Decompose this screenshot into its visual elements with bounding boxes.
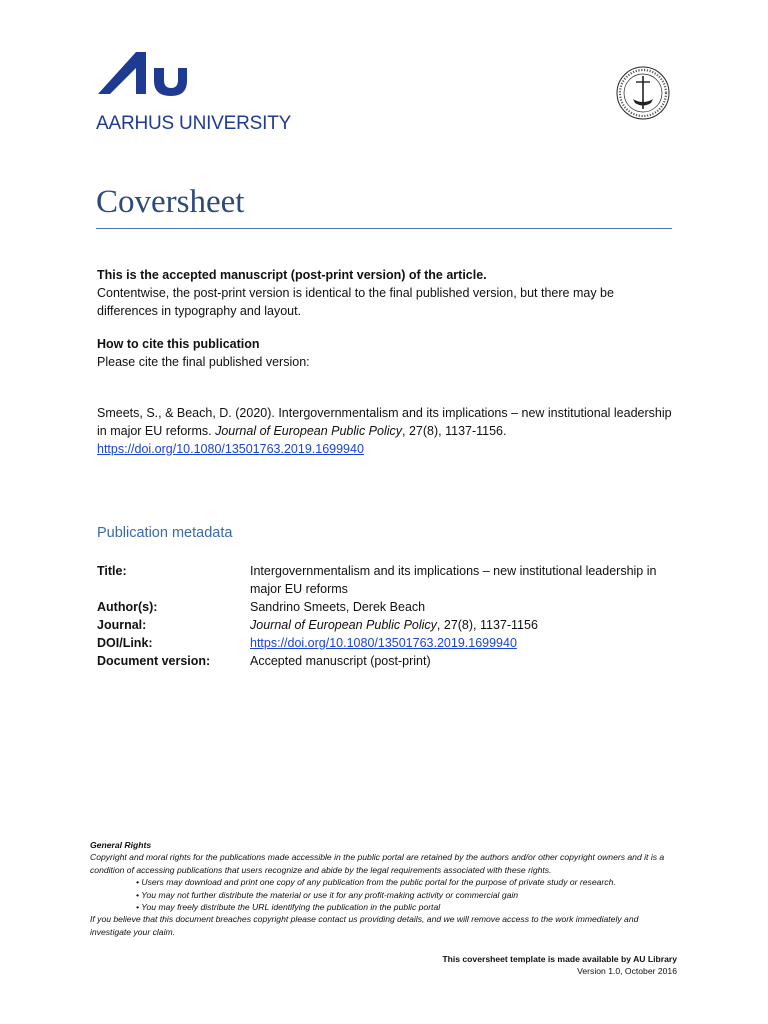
- metadata-row-journal: [97, 616, 677, 634]
- citation-doi-link[interactable]: https://doi.org/10.1080/13501763.2019.1699940: [97, 442, 364, 456]
- page-title: Coversheet: [96, 184, 245, 220]
- metadata-row-title: [97, 562, 677, 598]
- intro-heading: This is the accepted manuscript (post-print version) of the article.: [97, 268, 487, 282]
- intro-text: Contentwise, the post-print version is identical to the final published version, but there may be differences in typography and layout.: [97, 286, 614, 318]
- general-rights: [90, 839, 680, 938]
- metadata-label: Document version:: [97, 654, 211, 668]
- footer: [442, 953, 677, 978]
- metadata-value: Journal of European Public Policy, 27(8), 1137-1156: [250, 618, 538, 632]
- rights-bullet: • You may not further distribute the material or use it for any profit-making activity or commercial gain: [136, 889, 519, 900]
- au-logo-icon: [96, 46, 188, 113]
- university-seal-icon: [615, 65, 671, 126]
- title-divider: [96, 228, 672, 229]
- metadata-label: Author(s):: [97, 600, 158, 614]
- metadata-row-version: [97, 652, 677, 670]
- metadata-doi-link[interactable]: https://doi.org/10.1080/13501763.2019.1699940: [250, 636, 517, 650]
- rights-paragraph: If you believe that this document breaches copyright please contact us providing details, and we will remove access to the work immediately and investigate your claim.: [90, 914, 639, 937]
- metadata-label: DOI/Link:: [97, 636, 153, 650]
- howto-section: [97, 335, 673, 371]
- rights-bullet: • You may freely distribute the URL identifying the publication in the public portal: [136, 902, 441, 913]
- rights-heading: General Rights: [90, 840, 152, 850]
- howto-text: Please cite the final published version:: [97, 355, 310, 369]
- intro-section: [97, 266, 673, 320]
- metadata-row-doi: [97, 634, 677, 652]
- metadata-label: Title:: [97, 564, 127, 578]
- metadata-value: Sandrino Smeets, Derek Beach: [250, 600, 426, 614]
- metadata-row-authors: [97, 598, 677, 616]
- metadata-value: Intergovernmentalism and its implications – new institutional leadership in major EU reforms: [250, 564, 657, 596]
- citation-details: , 27(8), 1137-1156.: [402, 424, 507, 438]
- citation-text: Smeets, S., & Beach, D. (2020). Intergovernmentalism and its implications – new institutional leadership in major EU reforms.: [97, 406, 672, 438]
- metadata-table: [97, 562, 677, 670]
- rights-bullet: • Users may download and print one copy of any publication from the public portal for the purpose of private study or research.: [136, 877, 616, 888]
- metadata-heading: Publication metadata: [97, 525, 233, 541]
- metadata-value: Accepted manuscript (post-print): [250, 654, 431, 668]
- howto-heading: How to cite this publication: [97, 337, 260, 351]
- footer-version: Version 1.0, October 2016: [577, 966, 677, 977]
- metadata-value: [250, 634, 677, 652]
- university-name: AARHUS UNIVERSITY: [96, 113, 292, 134]
- footer-template-note: This coversheet template is made available by AU Library: [442, 954, 677, 964]
- metadata-label: Journal:: [97, 618, 147, 632]
- citation: [97, 404, 673, 458]
- rights-paragraph: Copyright and moral rights for the publications made accessible in the public portal are retained by the authors and/or other copyright owners and it is a condition of accessing publications that users recognize and abide by the legal requirements associated with these rights.: [90, 852, 665, 875]
- citation-journal: Journal of European Public Policy: [215, 424, 403, 438]
